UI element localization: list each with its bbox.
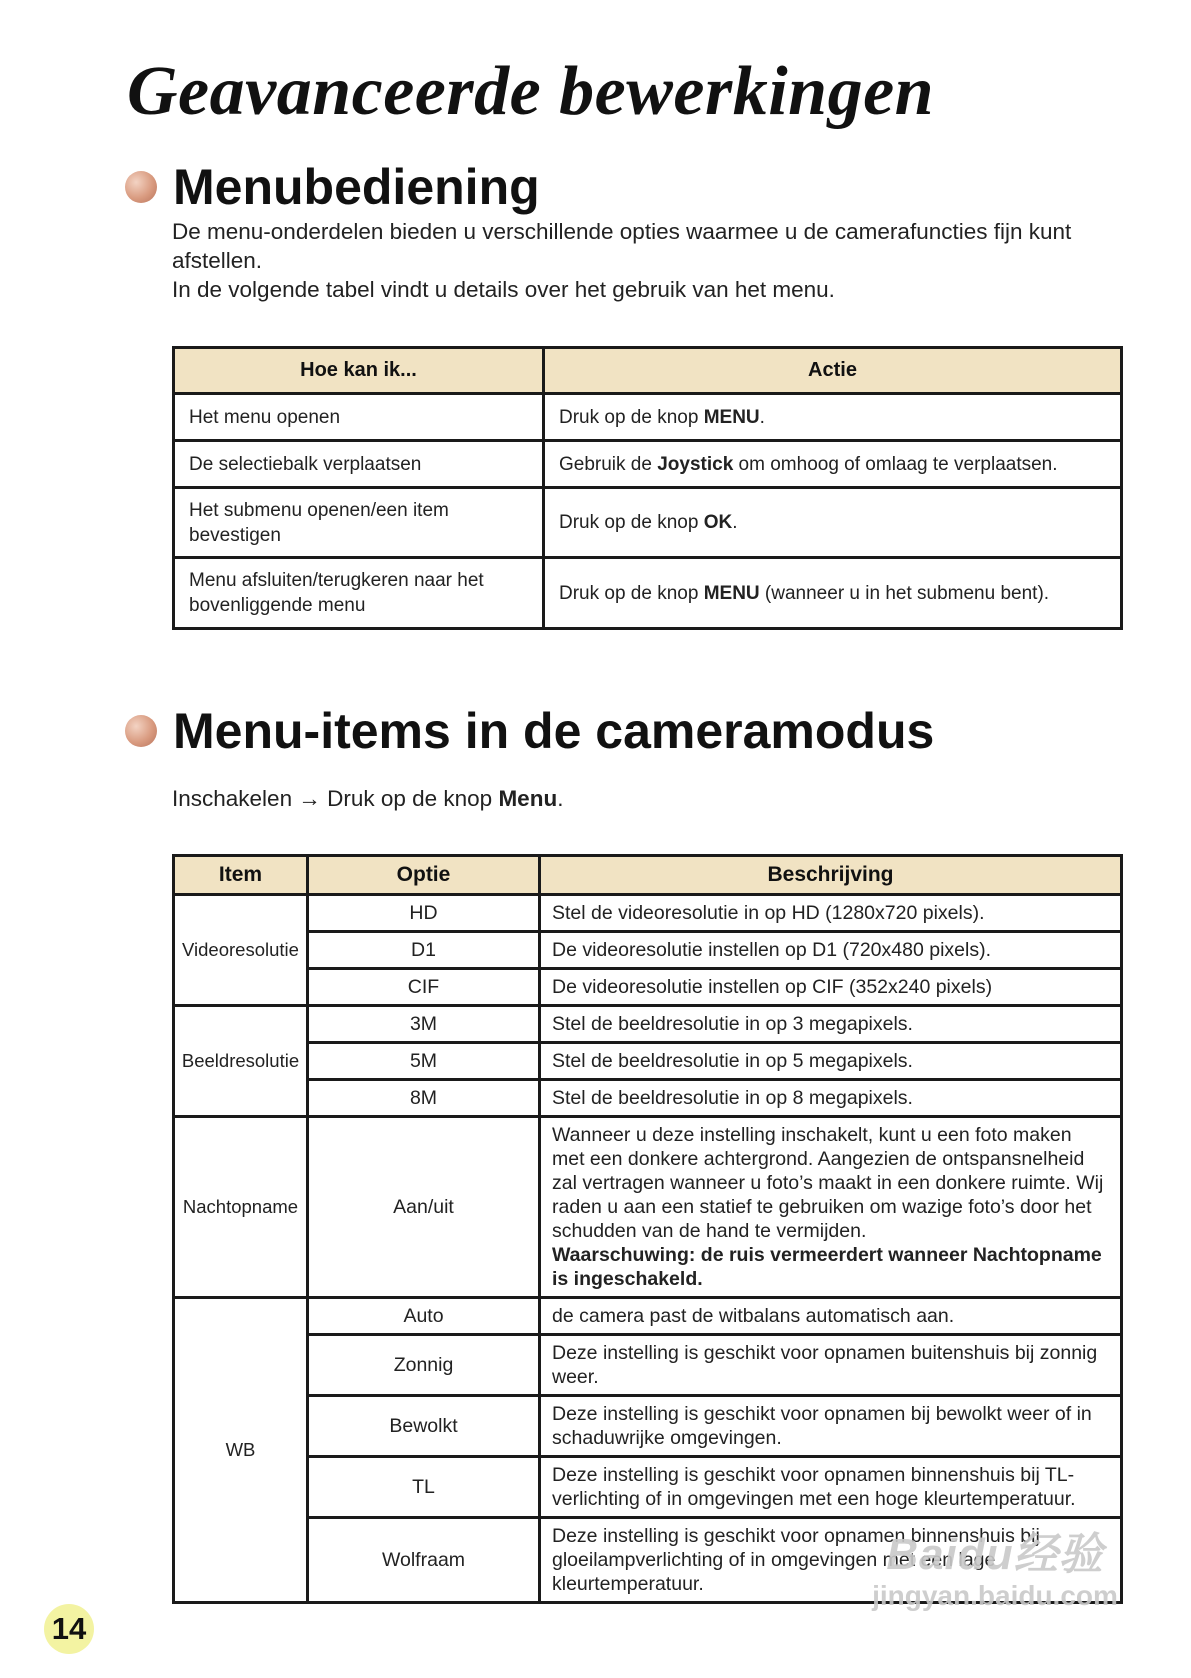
key-name: Menu: [498, 786, 558, 811]
watermark-url: jingyan.baidu.com: [872, 1580, 1118, 1611]
intro-line: De menu-onderdelen bieden u verschillende opties waarmee u de camerafuncties fijn kunt afstellen.: [172, 219, 1072, 273]
description-cell: Deze instelling is geschikt voor opnamen binnenshuis bij TL-verlichting of in omgevingen met een hoge kleurtemperatuur.: [540, 1457, 1122, 1518]
table-header-row: [174, 348, 1122, 394]
intro-paragraph: [172, 217, 1112, 304]
column-header: Beschrijving: [540, 856, 1122, 895]
description-cell: De videoresolutie instellen op D1 (720x480 pixels).: [540, 932, 1122, 969]
description-cell: de camera past de witbalans automatisch aan.: [540, 1298, 1122, 1335]
warning-text: Waarschuwing: de ruis vermeerdert wanneer Nachtopname is ingeschakeld.: [552, 1244, 1102, 1290]
watermark-logo: Baidu经验: [886, 1530, 1104, 1579]
option-cell: CIF: [308, 969, 540, 1006]
option-cell: TL: [308, 1457, 540, 1518]
table-row: [174, 1396, 1122, 1457]
table-row: [174, 558, 1122, 629]
description-cell: Stel de beeldresolutie in op 8 megapixels.: [540, 1080, 1122, 1117]
camera-mode-menu-table: [172, 854, 1123, 1604]
section-bullet-icon: [125, 715, 157, 747]
description-cell: Deze instelling is geschikt voor opnamen bij bewolkt weer of in schaduwrijke omgevingen.: [540, 1396, 1122, 1457]
question-cell: Het submenu openen/een item bevestigen: [174, 488, 544, 558]
action-cell: Druk op de knop MENU (wanneer u in het submenu bent).: [544, 558, 1122, 629]
action-cell: Gebruik de Joystick om omhoog of omlaag te verplaatsen.: [544, 441, 1122, 488]
table-row: [174, 488, 1122, 558]
description-cell: Stel de beeldresolutie in op 5 megapixels.: [540, 1043, 1122, 1080]
description-text: Wanneer u deze instelling inschakelt, kunt u een foto maken met een donkere achtergrond. Aangezien de ontspansnelheid zal vertragen wanneer u foto’s maakt in een donkere ruimte. Wij raden u aan een statief te gebruiken om wazige foto’s door het schudden van de hand te vermijden.: [552, 1124, 1104, 1242]
table-row: [174, 441, 1122, 488]
option-cell: HD: [308, 895, 540, 932]
page-number: 14: [44, 1604, 94, 1654]
question-cell: De selectiebalk verplaatsen: [174, 441, 544, 488]
action-cell: Druk op de knop MENU.: [544, 394, 1122, 441]
key-name: OK: [703, 512, 733, 533]
item-cell: Beeldresolutie: [174, 1006, 308, 1117]
column-header: Item: [174, 856, 308, 895]
section-title: Menubediening: [173, 159, 540, 215]
key-name: MENU: [703, 582, 760, 604]
intro-line: In de volgende tabel vindt u details over het gebruik van het menu.: [172, 277, 835, 302]
description-cell: Deze instelling is geschikt voor opnamen buitenshuis bij zonnig weer.: [540, 1335, 1122, 1396]
table-row: [174, 895, 1122, 932]
section-title: Menu-items in de cameramodus: [173, 703, 935, 759]
instruction-line: Inschakelen → Druk op de knop Menu.: [172, 786, 564, 811]
table-row: [174, 1006, 1122, 1043]
description-cell: Stel de beeldresolutie in op 3 megapixels.: [540, 1006, 1122, 1043]
option-cell: Auto: [308, 1298, 540, 1335]
table-row: [174, 1043, 1122, 1080]
column-header: Hoe kan ik...: [174, 348, 544, 394]
table-row: [174, 1117, 1122, 1298]
option-cell: 8M: [308, 1080, 540, 1117]
description-cell: De videoresolutie instellen op CIF (352x240 pixels): [540, 969, 1122, 1006]
option-cell: 3M: [308, 1006, 540, 1043]
table-row: [174, 969, 1122, 1006]
column-header: Actie: [544, 348, 1122, 394]
key-name: Joystick: [657, 453, 734, 475]
section-bullet-icon: [125, 171, 157, 203]
column-header: Optie: [308, 856, 540, 895]
table-row: [174, 1080, 1122, 1117]
description-cell: Stel de videoresolutie in op HD (1280x720 pixels).: [540, 895, 1122, 932]
table-header-row: [174, 856, 1122, 895]
option-cell: Aan/uit: [308, 1117, 540, 1298]
option-cell: D1: [308, 932, 540, 969]
table-row: [174, 1457, 1122, 1518]
option-cell: Zonnig: [308, 1335, 540, 1396]
baidu-watermark: [855, 1530, 1135, 1612]
table-row: [174, 1298, 1122, 1335]
item-cell: Videoresolutie: [174, 895, 308, 1006]
question-cell: Het menu openen: [174, 394, 544, 441]
menu-operation-table: [172, 346, 1123, 630]
section-heading-menubediening: [125, 158, 540, 216]
question-cell: Menu afsluiten/terugkeren naar het bovenliggende menu: [174, 558, 544, 629]
table-row: [174, 1335, 1122, 1396]
key-name: MENU: [703, 406, 760, 428]
item-cell: WB: [174, 1298, 308, 1603]
option-cell: Wolfraam: [308, 1518, 540, 1603]
section-heading-menu-items: [125, 702, 934, 760]
action-cell: Druk op de knop OK.: [544, 488, 1122, 558]
option-cell: 5M: [308, 1043, 540, 1080]
page-title: Geavanceerde bewerkingen: [127, 53, 935, 130]
item-cell: Nachtopname: [174, 1117, 308, 1298]
description-cell: Deze instelling is geschikt voor opnamen binnenshuis bij gloeilampverlichting of in omgevingen met een lage kleurtemperatuur.: [540, 1518, 1122, 1603]
table-row: [174, 394, 1122, 441]
option-cell: Bewolkt: [308, 1396, 540, 1457]
description-cell: [540, 1117, 1122, 1298]
table-row: [174, 932, 1122, 969]
